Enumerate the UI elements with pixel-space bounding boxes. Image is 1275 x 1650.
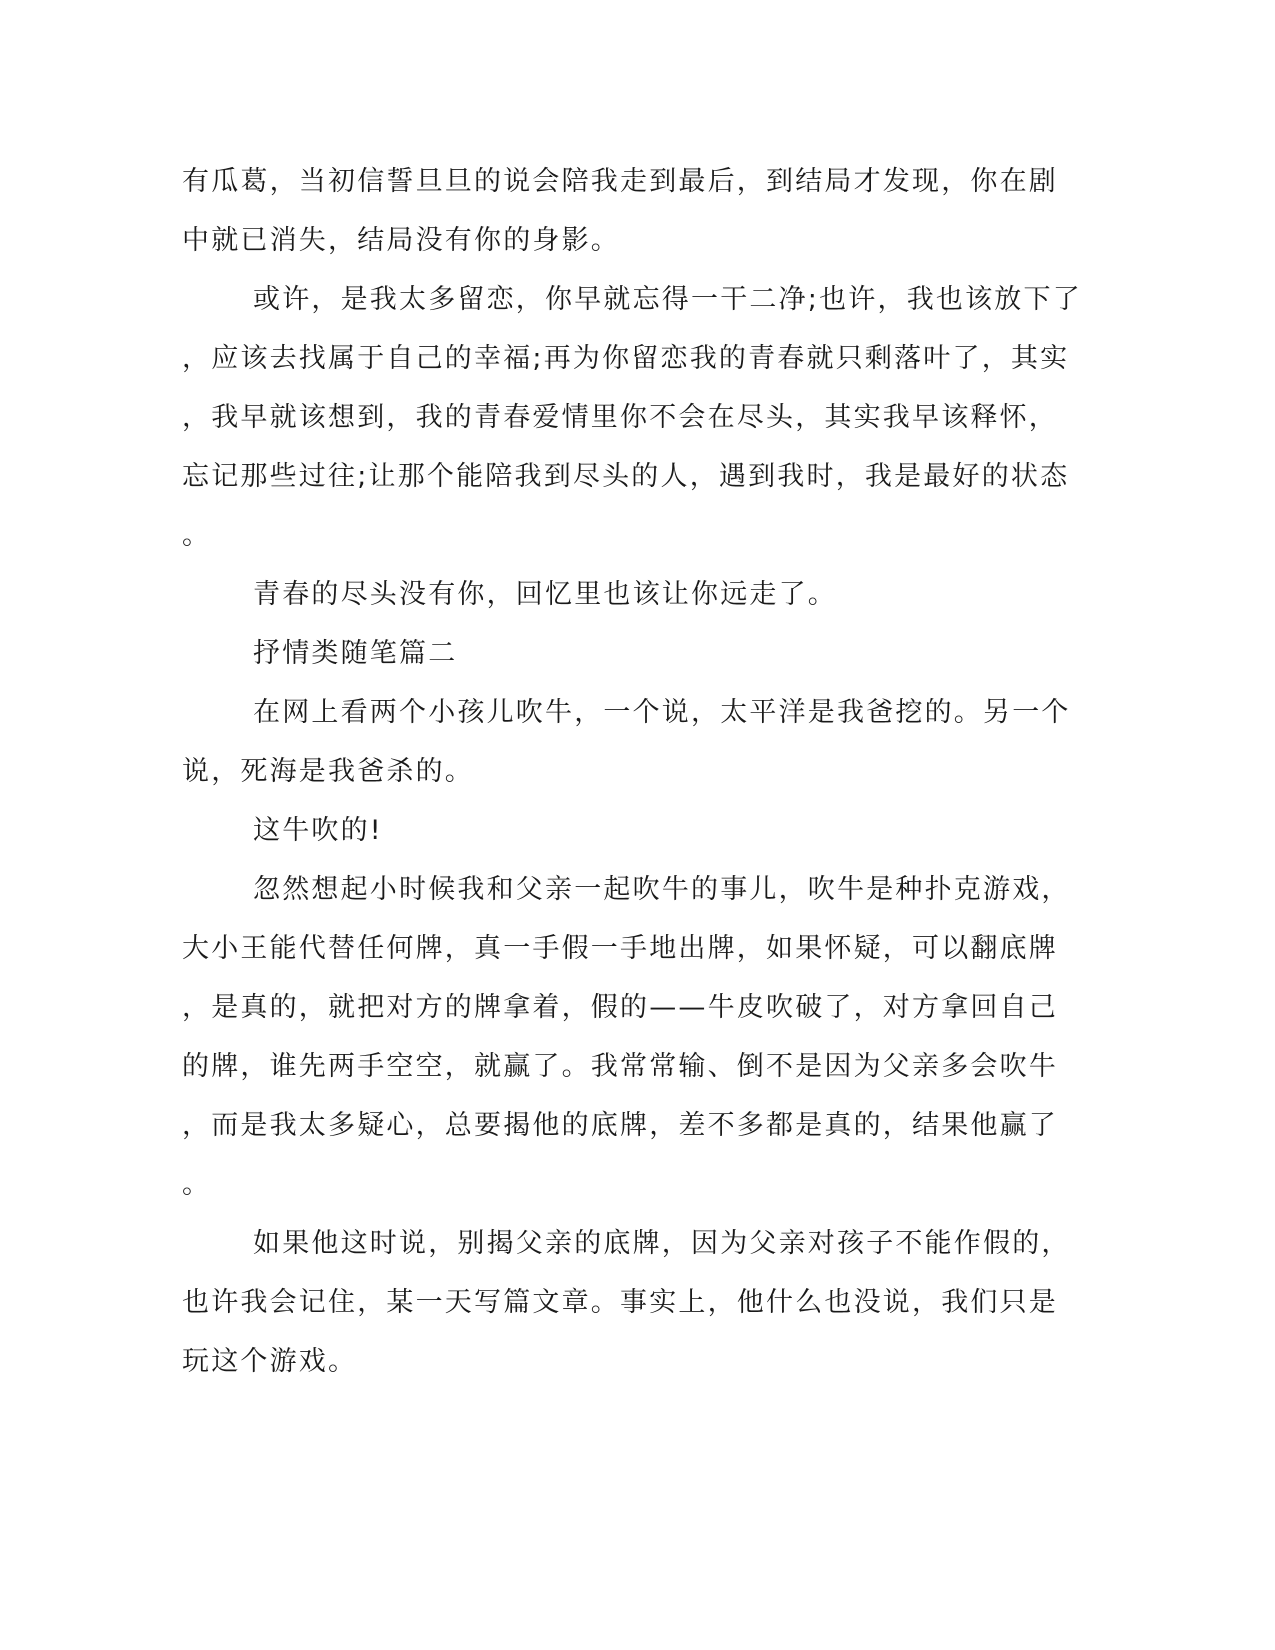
text-line: ，是真的，就把对方的牌拿着，假的——牛皮吹破了，对方拿回自己 [182,992,1058,1023]
text-line: 也许我会记住，某一天写篇文章。事实上，他什么也没说，我们只是 [182,1287,1058,1318]
section-heading: 抒情类随笔篇二 [253,638,458,669]
text-line: 大小王能代替任何牌，真一手假一手地出牌，如果怀疑，可以翻底牌 [182,933,1058,964]
text-line: ，我早就该想到，我的青春爱情里你不会在尽头，其实我早该释怀， [182,402,1058,433]
text-line: ，而是我太多疑心，总要揭他的底牌，差不多都是真的，结果他赢了 [182,1110,1058,1141]
text-line: 这牛吹的! [253,815,383,846]
text-line: 说，死海是我爸杀的。 [182,756,474,787]
text-line: 如果他这时说，别揭父亲的底牌，因为父亲对孩子不能作假的， [253,1228,1071,1259]
text-line: 在网上看两个小孩儿吹牛，一个说，太平洋是我爸挖的。另一个 [253,697,1071,728]
text-line: 青春的尽头没有你，回忆里也该让你远走了。 [253,579,837,610]
text-line: 。 [182,520,212,551]
text-line: 中就已消失，结局没有你的身影。 [182,225,620,256]
text-line: 。 [182,1169,212,1200]
text-line: 忘记那些过往;让那个能陪我到尽头的人，遇到我时，我是最好的状态 [182,461,1070,492]
text-line: ，应该去找属于自己的幸福;再为你留恋我的青春就只剩落叶了，其实 [182,343,1070,374]
text-line: 玩这个游戏。 [182,1346,358,1377]
text-line: 有瓜葛，当初信誓旦旦的说会陪我走到最后，到结局才发现，你在剧 [182,166,1058,197]
text-line: 的牌，谁先两手空空，就赢了。我常常输、倒不是因为父亲多会吹牛 [182,1051,1058,1082]
text-line: 忽然想起小时候我和父亲一起吹牛的事儿，吹牛是种扑克游戏， [253,874,1071,905]
text-line: 或许，是我太多留恋，你早就忘得一干二净;也许，我也该放下了 [253,284,1082,315]
